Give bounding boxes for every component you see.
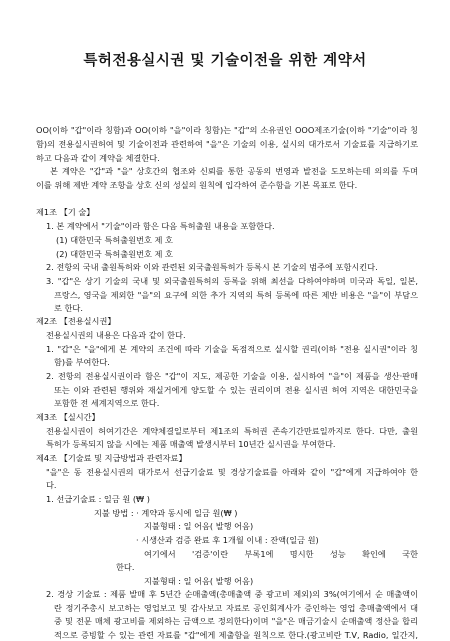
text-line: 3. "갑"은 상기 기술의 국내 및 외국출원특허의 등록을 위해 최선을 다하여야하며 미국과 독일, 일본,: [46, 276, 418, 286]
text-line: 한다.: [116, 562, 135, 572]
text-line: 1. "갑"은 "을"에게 본 계약의 조건에 따라 기술을 독점적으로 실시할 권리(이하 "전용 실시권"이라 칭: [46, 344, 418, 354]
text-line: 지불형태 : 일 어음( 발행 어음): [144, 521, 254, 531]
text-line: 중 및 전문 매체 광고비를 제외하는 금액으로 정의한다)이며 "을"은 매금기술시 순매출액 정산을 합리: [54, 616, 418, 626]
text-line: 란 정기주총시 보고하는 영업보고 및 감사보고 자료로 공인회계사가 증인하는 영업 총매출액에서 대: [54, 603, 418, 613]
text-line: · 시생산과 검증 완료 후 1개월 이내 : 잔액(일금 원): [136, 535, 319, 545]
text-line: 이를 위해 제반 계약 조항을 상호 신의 성실의 원칙에 입각하여 준수함을 기본 목표로 한다.: [36, 180, 358, 190]
text-line: 본 계약은 "갑"과 "을" 상호간의 협조와 신뢰를 통한 공동의 번영과 발전을 도모하는데 의의를 두며: [50, 166, 418, 176]
text-line: 2. 전항의 국내 출원특허와 이와 관련된 외국출원특허가 등록시 본 기술의 범주에 포함시킨다.: [46, 262, 378, 272]
text-line: "을"은 동 전용실시권의 대가로서 선급기술료 및 경상기술료를 아래와 같이 "갑"에게 지급하여야 한: [46, 467, 418, 477]
text-line: 여기에서 '검증'이란 부록1에 명시한 성능 확인에 국한: [144, 549, 418, 559]
text-line: 적으로 증빙할 수 있는 관련 자료를 "갑"에게 제출함을 원칙으로 한다.(광고비란 T.V, Radio, 일간지,: [54, 630, 418, 640]
document-title: 특허전용실시권 및 기술이전을 위한 계약서: [83, 53, 367, 69]
text-line: 로 한다.: [54, 303, 83, 313]
text-line: 1. 선급기술료 : 일금 원 (₩ ): [46, 494, 150, 504]
text-line: 함)를 부여한다.: [54, 357, 110, 367]
text-line: 2. 전항의 전용실시권이라 함은 "갑"이 지도, 제공한 기술을 이용, 실시하여 "을"이 제품을 생산·판매: [46, 371, 418, 381]
text-line: (1) 대한민국 특허출원번호 제 호: [56, 235, 173, 245]
text-line: 제2조 【전용실시권】: [36, 316, 116, 326]
text-line: 전용실시권이 허여기간은 계약체결일로부터 제1조의 특허권 존속기간만료일까지로 한다. 다만, 출원: [46, 426, 418, 436]
text-line: 특허가 등록되지 않을 시에는 제품 매출액 발생시부터 10년간 실시권을 부여한다.: [46, 439, 336, 449]
text-line: 1. 본 계약에서 "기술"이라 함은 다음 특허출원 내용을 포함한다.: [46, 221, 275, 231]
text-line: 또는 이와 관련된 행위와 재실거에게 양도할 수 있는 권리이며 전용 실시권 허여 지역은 대한민국을: [54, 385, 418, 395]
text-line: 지불 방법 : · 계약과 동시에 일금 원(₩ ): [94, 508, 238, 518]
text-line: 포함한 전 세계지역으로 한다.: [54, 398, 160, 408]
text-line: 하고 다음과 같이 계약을 체결한다.: [36, 153, 160, 163]
text-line: 2. 경상 기술료 : 제품 발매 후 5년간 순매출액(총매출액 중 광고비 제외)의 3%(여기에서 순 매출액이: [46, 589, 418, 599]
text-line: 전용실시권의 내용은 다음과 같이 한다.: [46, 330, 186, 340]
text-line: 프랑스, 영국을 제외한 "을"의 요구에 의한 추가 지역의 특허 등록에 따른 제반 비용은 "을"이 부담으: [54, 290, 418, 300]
text-line: 제1조 【기 술】: [36, 207, 95, 217]
text-line: 지불형태 : 일 어음( 발행 어음): [144, 576, 254, 586]
text-line: OO(이하 "갑"이라 칭함)과 OO(이하 "을"이라 칭함)는 "갑"의 소유권인 OOO제조기술(이하 "기술"이라 칭: [36, 125, 418, 135]
text-line: 제4조 【기술료 및 지급방법과 관련자료】: [36, 453, 187, 463]
text-line: (2) 대한민국 특허출원번호 제 호: [56, 249, 173, 259]
text-line: 다.: [46, 480, 57, 490]
text-line: 제3조 【실시간】: [36, 412, 100, 422]
text-line: 함)의 전용실시권허여 및 기술이전과 관련하여 "을"은 기술의 이용, 실시의 대가로서 기술료를 지급하기로: [36, 139, 418, 149]
